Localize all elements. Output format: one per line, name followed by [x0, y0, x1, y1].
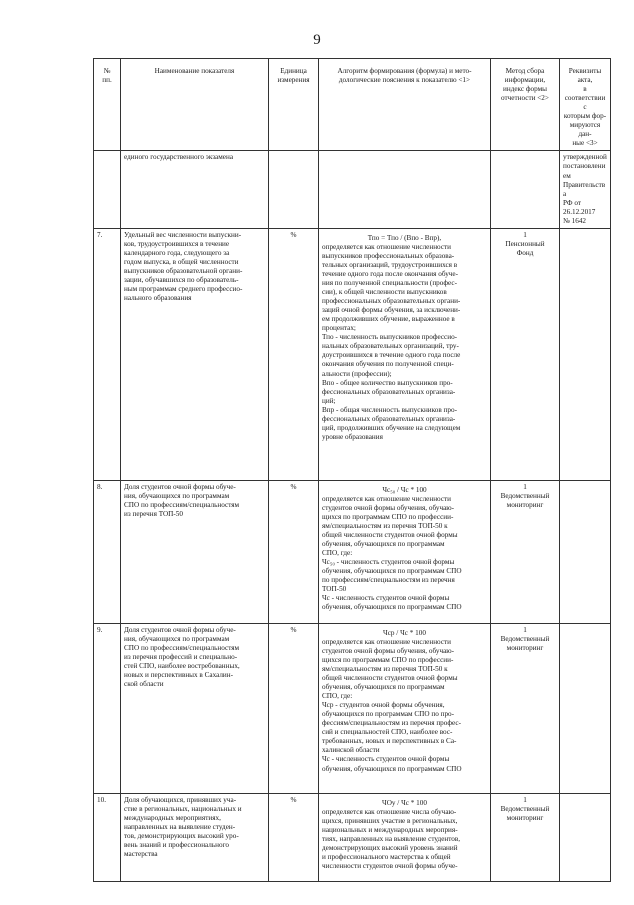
- header-unit: Единица измерения: [269, 59, 319, 151]
- row-requisites: утвержденной постановлением Правительства РФ от 26.12.2017 № 1642: [560, 151, 611, 228]
- table-row: [94, 151, 611, 228]
- row-name: Доля обучающихся, принявших уча- стие в региональных, национальных и международных мероприятиях, направленных на выявление студен- тов, демонстрирующих высокий уро- вень знаний и профессионального мастерства: [121, 793, 269, 881]
- row-algorithm-cell: [319, 480, 491, 623]
- row-algorithm-cell: [319, 793, 491, 881]
- row-method: 1 Пенсионный Фонд: [491, 228, 560, 480]
- row-unit: [269, 151, 319, 228]
- table-row: [94, 623, 611, 793]
- row-num: [94, 151, 121, 228]
- table-row: [94, 793, 611, 881]
- row-unit: %: [269, 623, 319, 793]
- row-num: 8.: [94, 480, 121, 623]
- header-num: № пп.: [94, 59, 121, 151]
- row-unit: %: [269, 228, 319, 480]
- row-method: [491, 151, 560, 228]
- row-name: Доля студентов очной формы обуче- ния, обучающихся по программам СПО по профессиям/специальностям из перечня профессий и специально- стей СПО, наиболее востребованных, новых и перспективных в Сахалин- ской области: [121, 623, 269, 793]
- row-name: единого государственного экзамена: [121, 151, 269, 228]
- row-algorithm-cell: [319, 228, 491, 480]
- row-name: Доля студентов очной формы обуче- ния, обучающихся по программам СПО по профессиям/специальностям из перечня ТОП-50: [121, 480, 269, 623]
- row-num: 9.: [94, 623, 121, 793]
- row-formula: Чс₅₀ / Чс * 100: [382, 485, 427, 494]
- row-formula: Тпо = Тпо / (Впо - Впр),: [367, 233, 442, 242]
- row-algorithm-cell: [319, 623, 491, 793]
- row-formula: ЧОу / Чс * 100: [382, 798, 427, 807]
- table-row: [94, 228, 611, 480]
- header-method: Метод сбора информации, индекс формы отчетности <2>: [491, 59, 560, 151]
- row-algorithm: определяется как отношение численности выпускников профессиональных образова- тельных организаций, трудоустроившихся в течение одного года после окончания обуче- ния по полученной специальности (профес- сии), к общей численности выпускников профессиональных образовательных органи- заций очной формы обучения, за исключени- ем продолживших обучение, выраженное в процентах; Тпо - численность выпускников профессио- нальных образовательных организаций, тру- доустроившихся в течение одного года после окончания обучения по полученной специ- альности (профессии); Впо - общее количество выпускников про- фессиональных образовательных организа- ций; Впр - общая численность выпускников про- фессиональных образовательных организа- ций, продолживших обучение на следующем уровне образования: [322, 242, 461, 441]
- row-unit: %: [269, 793, 319, 881]
- row-formula: Чср / Чс * 100: [383, 628, 426, 637]
- row-num: 10.: [94, 793, 121, 881]
- row-requisites: [560, 623, 611, 793]
- row-algorithm: определяется как отношение численности студентов очной формы обучения, обучаю- щихся по программам СПО по профессии- ям/специальностям из перечня ТОП-50 к общей численности студентов очной формы обучения, обучающихся по программам СПО, где: Чс₅₀ - численность студентов очной формы обучения, обучающихся по программам СПО по профессиям/специальностям из перечня ТОП-50 Чс - численность студентов очной формы обучения, обучающихся по программам СПО: [322, 494, 462, 612]
- header-algorithm: Алгоритм формирования (формула) и мето- дологические пояснения к показателю <1>: [319, 59, 491, 151]
- row-algorithm: определяется как отношение числа обучаю- щихся, принявших участие в региональных, национальных и международных мероприя- тиях, направленных на выявление студентов, демонстрирующих высокий уровень знаний и профессионального мастерства к общей численности студентов очной формы обуче-: [322, 807, 461, 871]
- header-name: Наименование показателя: [121, 59, 269, 151]
- row-requisites: [560, 793, 611, 881]
- row-requisites: [560, 228, 611, 480]
- row-algorithm: определяется как отношение численности студентов очной формы обучения, обучаю- щихся по программам СПО по профессии- ям/специальностям из перечня ТОП-50 к общей численности студентов очной формы обучения, обучающихся по программам СПО, где: Чср - студентов очной формы обучения, обучающихся по программам СПО по про- фессиям/специальностям из перечня профес- сий и специальностей СПО, наиболее вос- требованных, новых и перспективных в Са- халинской области Чс - численность студентов очной формы обучения, обучающихся по программам СПО: [322, 637, 462, 773]
- row-name: Удельный вес численности выпускни- ков, трудоустроившихся в течение календарного года, следующего за годом выпуска, в общей численности выпускников образовательной органи- зации, обучавшихся по образователь- ным программам среднего профессио- нального образования: [121, 228, 269, 480]
- row-num: 7.: [94, 228, 121, 480]
- row-method: 1 Ведомственный мониторинг: [491, 793, 560, 881]
- row-algorithm: [319, 151, 491, 228]
- indicators-table: [93, 58, 611, 882]
- row-method: 1 Ведомственный мониторинг: [491, 623, 560, 793]
- table-header-row: [94, 59, 611, 151]
- row-unit: %: [269, 480, 319, 623]
- row-method: 1 Ведомственный мониторинг: [491, 480, 560, 623]
- table-row: [94, 480, 611, 623]
- row-requisites: [560, 480, 611, 623]
- header-requisites: Реквизиты акта, в соответствии с которым фор- мируются дан- ные <3>: [560, 59, 611, 151]
- page-number: 9: [313, 32, 321, 48]
